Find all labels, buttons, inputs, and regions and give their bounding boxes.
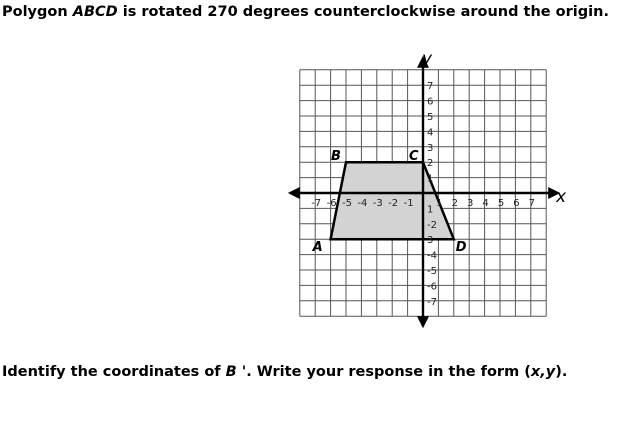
y-tick-label: 3 [427, 142, 434, 154]
prompt-part-1: Identify the coordinates of [2, 364, 226, 380]
question-intro: Polygon [2, 4, 73, 20]
y-axis-arrow-down [417, 316, 429, 328]
x-tick-label: -1 [403, 198, 414, 209]
y-tick-label: -4 [427, 250, 437, 262]
prompt-text [2, 364, 567, 380]
x-tick-label: -3 [372, 198, 383, 209]
prompt-variable: x,y [530, 364, 556, 380]
x-tick-label: 1 [436, 198, 443, 209]
y-tick-label: 4 [427, 127, 434, 139]
y-tick-label: 2 [427, 158, 434, 170]
y-tick-label: 1 [427, 204, 434, 216]
x-tick-label: -2 [388, 198, 399, 209]
x-tick-label: -4 [357, 198, 368, 209]
polygon-name: ABCD [72, 4, 118, 20]
x-tick-label: 7 [528, 198, 535, 209]
prompt-point: B [225, 364, 237, 380]
y-axis-label: y [422, 49, 433, 69]
vertex-label-c: C [409, 149, 419, 165]
y-tick-label: 5 [427, 112, 434, 123]
x-tick-label: -7 [311, 198, 322, 209]
y-tick-label: -2 [427, 219, 437, 231]
y-tick-label: 6 [427, 96, 434, 108]
vertex-label-b: B [331, 149, 341, 165]
vertex-label-d: D [455, 240, 467, 256]
x-axis-arrow-left [288, 187, 300, 199]
y-tick-label: -6 [427, 281, 437, 293]
prompt-part-2: '. Write your response in the form ( [236, 364, 531, 380]
x-tick-label: 4 [482, 198, 489, 209]
prompt-part-3: ). [555, 364, 568, 380]
x-tick-label: -6 [326, 198, 337, 209]
x-tick-label: 2 [451, 198, 458, 209]
x-tick-label: -5 [342, 198, 352, 209]
y-tick-label: 1 [427, 173, 434, 185]
question-rest: is rotated 270 degrees counterclockwise around the origin. [117, 4, 609, 20]
x-axis-label: x [556, 187, 567, 207]
axes [288, 56, 560, 328]
x-tick-label: 5 [497, 198, 505, 209]
x-tick-label: 3 [467, 198, 474, 209]
y-tick-label: 3 [427, 235, 434, 247]
y-tick-label: 7 [427, 81, 434, 93]
vertex-label-a: A [312, 240, 323, 256]
y-tick-label: -7 [427, 296, 437, 308]
y-tick-label: -5 [427, 266, 437, 277]
x-tick-label: 6 [513, 198, 520, 209]
